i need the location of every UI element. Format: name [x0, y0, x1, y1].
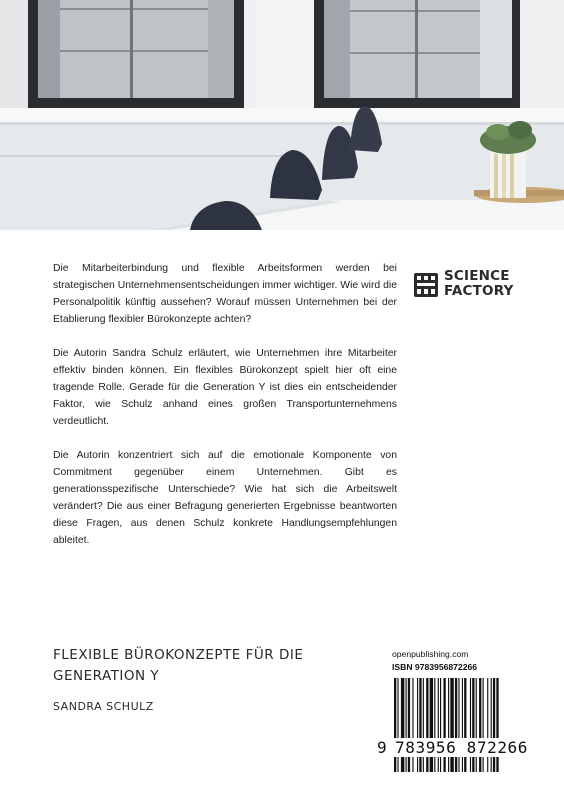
publisher-url: openpublishing.com — [392, 649, 469, 659]
barcode-bar — [423, 678, 424, 772]
back-cover-blurb — [53, 260, 397, 566]
barcode-first-digit: 9 — [377, 738, 387, 757]
barcode-bar — [434, 678, 435, 772]
barcode-digits: 783956 872266 — [395, 738, 529, 757]
barcode-bar — [426, 678, 428, 772]
office-photo — [0, 0, 564, 230]
barcode-bar — [458, 678, 459, 772]
barcode-bar — [440, 678, 441, 772]
barcode-bar — [438, 678, 439, 772]
barcode-bar — [472, 678, 474, 772]
barcode-bar — [443, 678, 445, 772]
barcode-bar — [397, 678, 398, 772]
cover-photo — [0, 0, 564, 230]
book-title-line-2: GENERATION Y — [53, 668, 160, 684]
blurb-paragraph-1: Die Mitarbeiterbindung und flexible Arbeitsformen werden bei strategischen Unternehmensentscheidungen immer wichtiger. Wie wird die Personalpolitik künftig aussehen? Worauf müssen Unternehmen bei der Etablierung flexibler Bürokonzepte achten? — [53, 263, 397, 325]
logo-wordmark — [444, 269, 514, 299]
author-name: SANDRA SCHULZ — [53, 700, 154, 713]
barcode-bar — [479, 678, 481, 772]
blurb-paragraph-3: Die Autorin konzentriert sich auf die emotionale Komponente von Commitment gegenüber einem Unternehmen. Gibt es generationsspezifische Unterschiede? Wie hat sich die Arbeitswelt verändert? Die aus einer Befragung generierten Ergebnisse beantworten diese Fragen, aus denen Schulz konkrete Handlungsempfehlungen ableitet. — [53, 450, 397, 546]
barcode-bar — [455, 678, 457, 772]
barcode-bar — [470, 678, 471, 772]
barcode-bar — [430, 678, 433, 772]
science-factory-logo — [414, 269, 524, 305]
logo-line-factory: FACTORY — [444, 283, 514, 299]
barcode-bar — [408, 678, 410, 772]
isbn-barcode — [372, 676, 532, 774]
blurb-paragraph-2: Die Autorin Sandra Schulz erläutert, wie Unternehmen ihre Mitarbeiter effektiv binden können. Ein flexibles Bürokonzept spielt hier oft eine tragende Rolle. Gerade für die Generation Y ist dies ein entscheidender Faktor, wie Schulz anhand eines großen Transportunternehmens verdeutlicht. — [53, 348, 397, 427]
barcode-bar — [394, 678, 396, 772]
barcode-bar — [483, 678, 484, 772]
barcode-bar — [448, 678, 449, 772]
barcode-bar — [417, 678, 418, 772]
barcode-bar — [406, 678, 407, 772]
barcode-bar — [476, 678, 477, 772]
barcode-bar — [487, 678, 488, 772]
barcode-bar — [464, 678, 466, 772]
book-title-line-1: FLEXIBLE BÜROKONZEPTE FÜR DIE — [53, 647, 304, 663]
barcode-bar — [491, 678, 492, 772]
barcode-bar — [493, 678, 495, 772]
logo-line-science: SCIENCE — [444, 268, 510, 284]
barcode-bar — [401, 678, 404, 772]
isbn-label: ISBN 9783956872266 — [392, 662, 478, 672]
factory-icon — [414, 271, 438, 297]
barcode-bar — [419, 678, 421, 772]
barcode-bar — [496, 678, 498, 772]
barcode-bar — [450, 678, 453, 772]
book-title — [53, 645, 353, 687]
barcode-bar — [412, 678, 413, 772]
barcode-bar — [462, 678, 463, 772]
